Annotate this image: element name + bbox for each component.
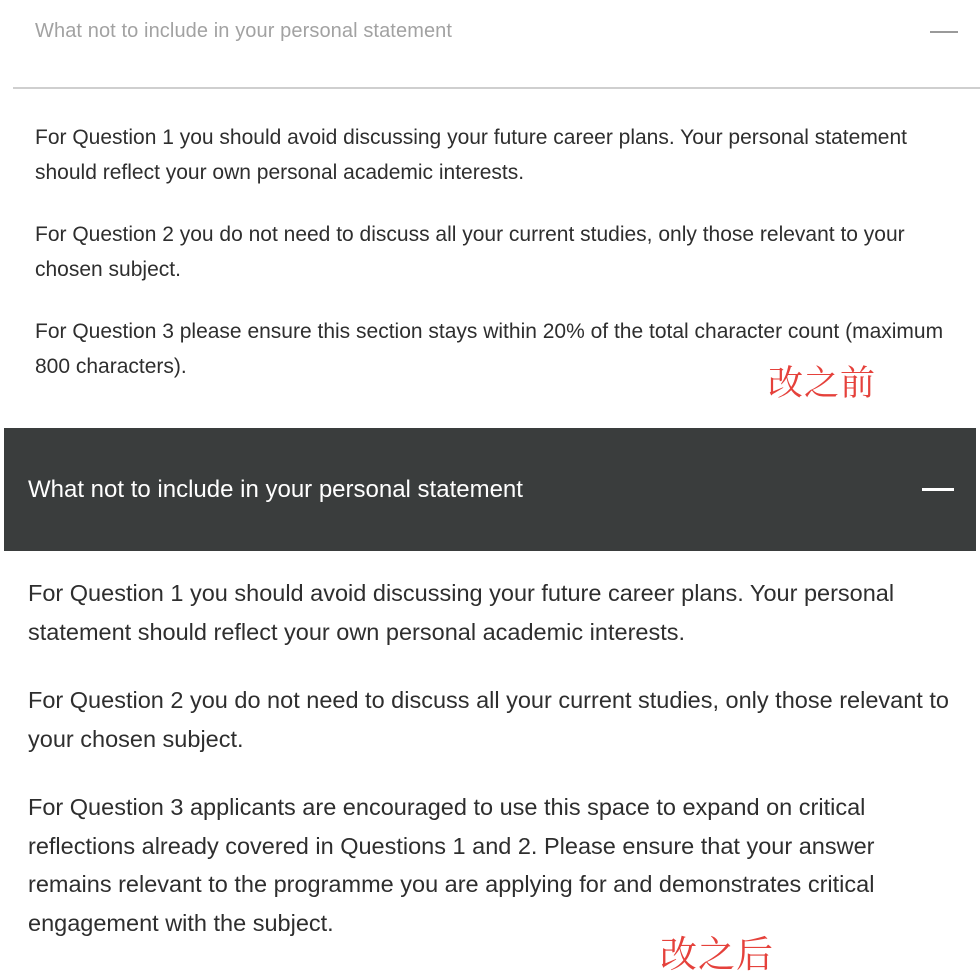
annotation-label: 改之后 — [660, 933, 774, 976]
paragraph-question-3: For Question 3 please ensure this section stays within 20% of the total character count (maximum 800 characters). — [35, 320, 944, 378]
accordion-header[interactable] — [4, 428, 976, 551]
accordion-title: What not to include in your personal statement — [35, 20, 453, 42]
annotation-label: 改之前 — [768, 364, 877, 404]
paragraph-question-1: For Question 1 you should avoid discussing your future career plans. Your personal statement should reflect your own personal academic interests. — [28, 580, 895, 645]
accordion-title: What not to include in your personal statement — [28, 476, 523, 503]
minus-icon[interactable] — [922, 488, 954, 491]
accordion-header[interactable] — [0, 0, 980, 66]
paragraph-question-2: For Question 2 you do not need to discuss all your current studies, only those relevant to your chosen subject. — [35, 223, 905, 281]
accordion-body — [28, 574, 958, 972]
after-panel — [0, 428, 980, 978]
paragraph-question-3: For Question 3 applicants are encouraged to use this space to expand on critical reflections already covered in Questions 1 and 2. Please ensure that your answer remains relevant to the programme you are applying for and demonstrates critical engagement with the subject. — [28, 794, 875, 936]
before-panel — [0, 0, 980, 428]
paragraph-question-1: For Question 1 you should avoid discussing your future career plans. Your personal statement should reflect your own personal academic interests. — [35, 126, 908, 184]
divider — [13, 87, 980, 89]
paragraph-question-2: For Question 2 you do not need to discuss all your current studies, only those relevant to your chosen subject. — [28, 687, 949, 752]
minus-icon[interactable] — [930, 31, 958, 33]
